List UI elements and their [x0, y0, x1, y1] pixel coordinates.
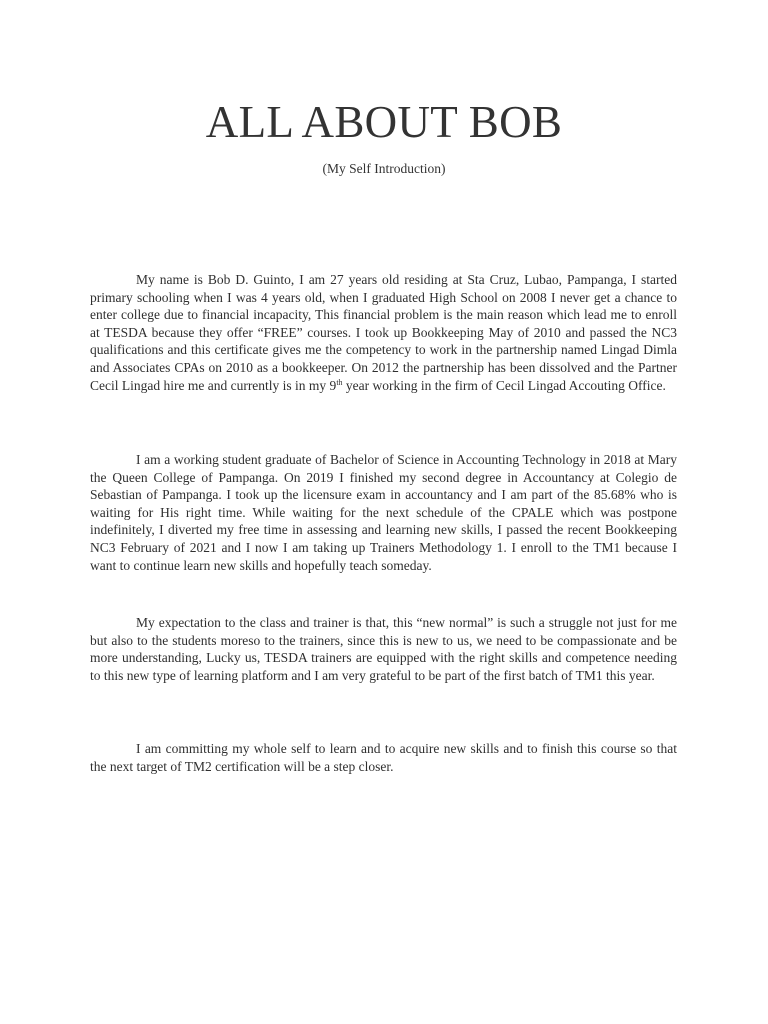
ordinal-superscript: th	[336, 377, 343, 387]
document-title: ALL ABOUT BOB	[205, 97, 563, 147]
paragraph-4: I am committing my whole self to learn and to acquire new skills and to finish this course so that the next target of TM2 certification will be a step closer.	[90, 741, 677, 774]
paragraph-1-text: My name is Bob D. Guinto, I am 27 years old residing at Sta Cruz, Lubao, Pampanga, I started primary schooling when I was 4 years old, when I graduated High School on 2008 I never get a chance to enter college due to financial incapacity, This financial problem is the main reason which lead me to enroll at TESDA because they offer “FREE” courses. I took up Bookkeeping May of 2010 and passed the NC3 qualifications and this certificate gives me the competency to work in the partnership named Lingad Dimla and Associates CPAs on 2010 as a bookkeeper. On 2012 the partnership has been dissolved and the Partner Cecil Lingad hire me and currently is in my 9	[90, 272, 677, 393]
document-subtitle: (My Self Introduction)	[322, 161, 446, 176]
paragraph-1	[90, 271, 677, 394]
paragraph-2: I am a working student graduate of Bachelor of Science in Accounting Technology in 2018 at Mary the Queen College of Pampanga. On 2019 I finished my second degree in Accountancy at Colegio de Sebastian of Pampanga. I took up the licensure exam in accountancy and I am part of the 85.68% who is waiting for His right time. While waiting for the next schedule of the CPALE which was postpone indefinitely, I diverted my free time in assessing and learning new skills, I passed the recent Bookkeeping NC3 February of 2021 and I now I am taking up Trainers Methodology 1. I enroll to the TM1 because I want to continue learn new skills and hopefully teach someday.	[90, 452, 677, 573]
paragraph-3: My expectation to the class and trainer is that, this “new normal” is such a struggle not just for me but also to the students moreso to the trainers, since this is new to us, we need to be compassionate and be more understanding, Lucky us, TESDA trainers are equipped with the right skills and competence needing to this new type of learning platform and I am very grateful to be part of the first batch of TM1 this year.	[90, 615, 677, 683]
paragraph-1-text-end: year working in the firm of Cecil Lingad Accouting Office.	[342, 377, 666, 393]
